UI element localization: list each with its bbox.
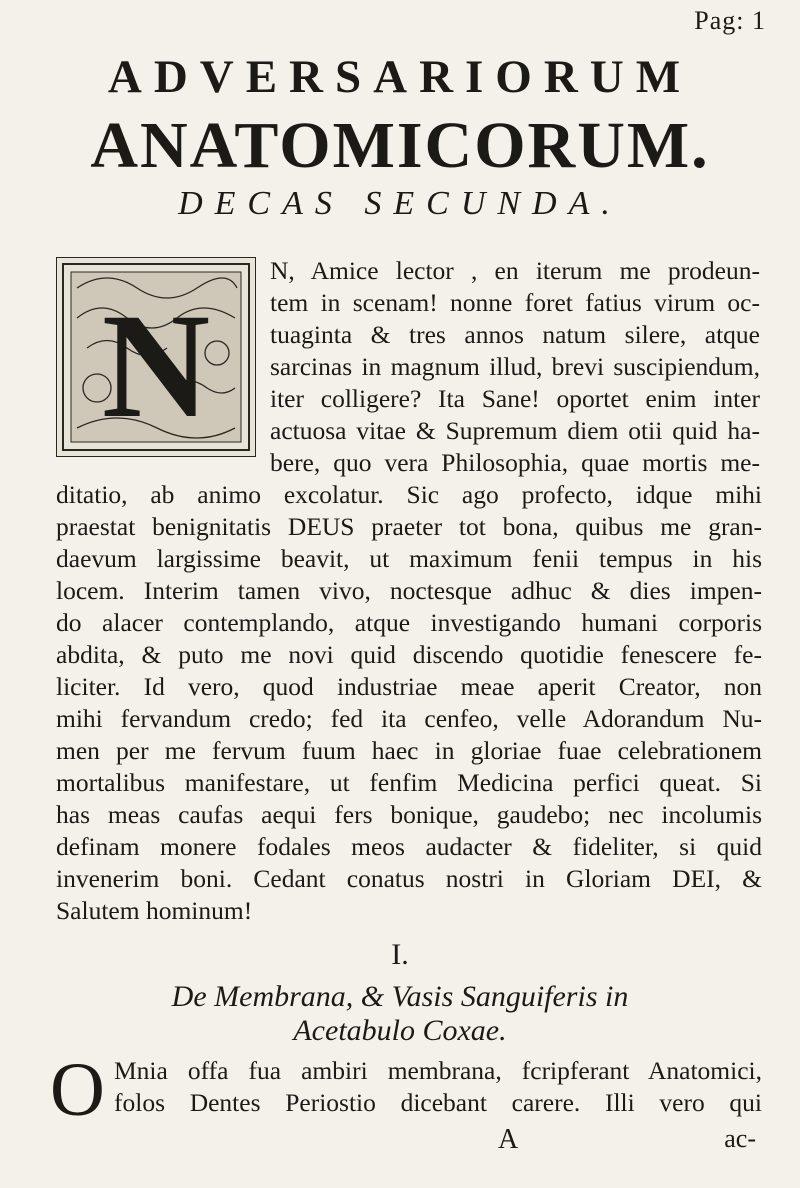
- body-line: abdita, & puto me novi quid discendo quotidie fenescere fe-: [56, 640, 762, 669]
- intro-line: sarcinas in magnum illud, brevi suscipiendum,: [270, 352, 760, 381]
- body-line: invenerim boni. Cedant conatus nostri in Gloriam DEI, &: [56, 864, 762, 893]
- section-number: I.: [391, 938, 409, 971]
- body-line: mihi fervandum credo; fed ita cenfeo, velle Adorandum Nu-: [56, 704, 762, 733]
- body-line: daevum largissime beavit, ut maximum fenii tempus in his: [56, 544, 762, 573]
- intro-line: iter colligere? Ita Sane! oportet enim inter: [270, 384, 760, 413]
- title-line-2: ANATOMICORUM.: [90, 109, 710, 182]
- page-number: Pag: 1: [694, 6, 766, 35]
- decorated-initial-n: [56, 257, 256, 457]
- catchword: ac-: [724, 1124, 756, 1153]
- intro-line: tem in scenam! nonne foret fatius virum oc-: [270, 288, 760, 317]
- ornament-icon: [57, 258, 255, 456]
- body-line: Salutem hominum!: [56, 896, 253, 925]
- body-line: locem. Interim tamen vivo, noctesque adhuc & dies impen-: [56, 576, 762, 605]
- subtitle: DECAS SECUNDA.: [178, 185, 622, 222]
- body-line: mortalibus manifestare, ut fenfim Medicina perfici queat. Si: [56, 768, 762, 797]
- body-line: liciter. Id vero, quod industriae meae aperit Creator, non: [56, 672, 762, 701]
- drop-cap: O: [50, 1048, 105, 1132]
- section-title-line-1: De Membrana, & Vasis Sanguiferis in: [171, 980, 629, 1013]
- body-line: do alacer contemplando, atque investigando humani corporis: [56, 608, 762, 637]
- section-title-line-2: Acetabulo Coxae.: [293, 1014, 507, 1047]
- section-line: folos Dentes Periostio dicebant carere. Illi vero qui: [114, 1088, 762, 1117]
- svg-text:N: N: [101, 283, 211, 449]
- body-line: has meas caufas aequi fers bonique, gaudebo; nec incolumis: [56, 800, 762, 829]
- intro-line: bere, quo vera Philosophia, quae mortis me-: [270, 448, 760, 477]
- intro-line: N, Amice lector , en iterum me prodeun-: [270, 256, 760, 285]
- signature-mark: A: [498, 1124, 519, 1155]
- body-line: men per me fervum fuum haec in gloriae fuae celebrationem: [56, 736, 762, 765]
- intro-line: tuaginta & tres annos natum silere, atque: [270, 320, 760, 349]
- title-line-1: ADVERSARIORUM: [107, 51, 693, 103]
- body-line: definam monere fodales meos audacter & fideliter, si quid: [56, 832, 762, 861]
- intro-line: actuosa vitae & Supremum diem otii quid ha-: [270, 416, 760, 445]
- body-line: praestat benignitatis DEUS praeter tot bona, quibus me gran-: [56, 512, 762, 541]
- body-line: ditatio, ab animo excolatur. Sic ago profecto, idque mihi: [56, 480, 762, 509]
- section-line: Mnia offa fua ambiri membrana, fcripferant Anatomici,: [114, 1056, 762, 1085]
